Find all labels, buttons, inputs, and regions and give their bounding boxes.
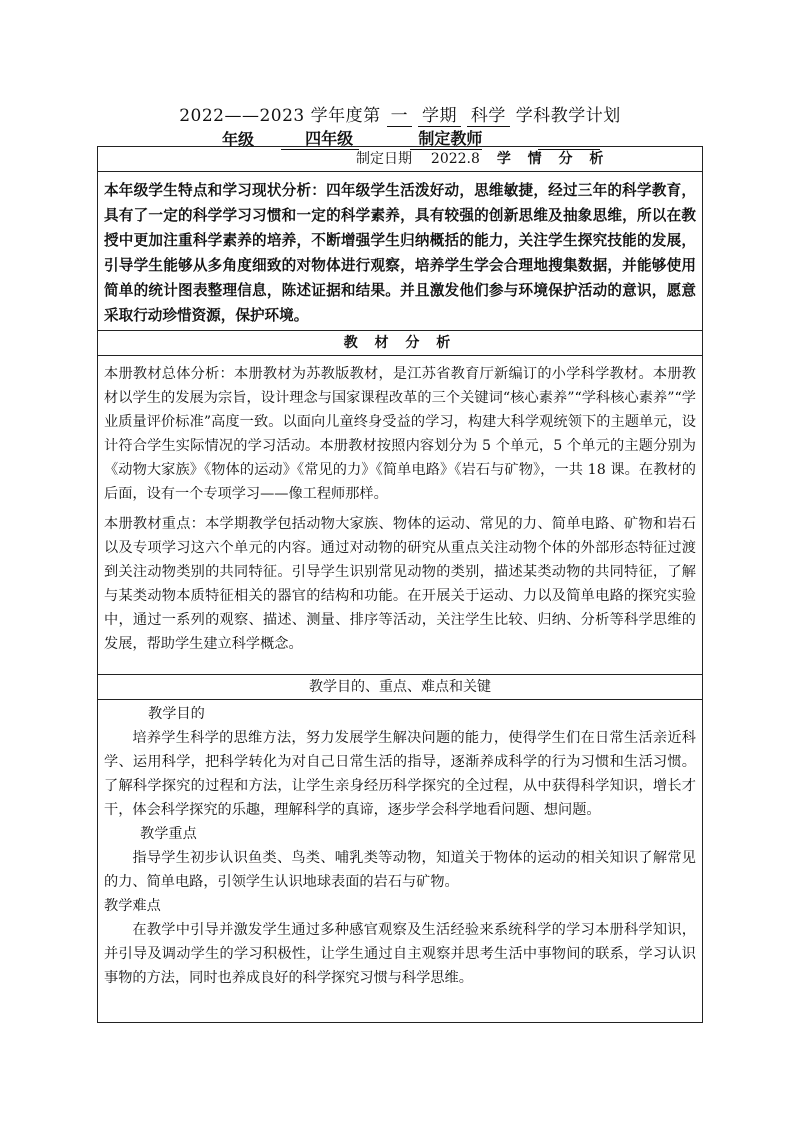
material-header: 教 材 分 析	[98, 331, 703, 356]
date-value: 2022.8	[430, 151, 480, 167]
date-label: 制定日期	[356, 151, 412, 167]
plan-table	[97, 146, 703, 1023]
material-focus-text: 本册教材重点：本学期教学包括动物大家族、物体的运动、常见的力、简单电路、矿物和岩石以及专项学习这六个单元的内容。通过对动物的研究从重点关注动物个体的外部形态特征过渡到关注动物类别的共同特征。引导学生识别常见动物的类别，描述某类动物的共同特征，了解与某类动物本质特征相关的器官的结构和功能。在开展关于运动、力以及简单电路的探究实验中，通过一系列的观察、描述、测量、排序等活动，关注学生比较、归纳、分析等科学思维的发展，帮助学生建立科学概念。	[104, 516, 696, 652]
date-section-header	[98, 147, 703, 172]
goals-header: 教学目的、重点、难点和关键	[98, 675, 703, 700]
document-title	[0, 101, 800, 127]
goals-cell	[98, 700, 703, 1023]
title-year: 2022——2023 学年度第	[179, 106, 381, 126]
focus-label: 教学重点	[140, 826, 197, 842]
purpose-text: 培养学生科学的思维方法，努力发展学生解决问题的能力，使得学生们在日常生活亲近科学、运用科学，把科学转化为对自己日常生活的指导，逐渐养成科学的行为习惯和生活习惯。了解科学探究的过程和方法，让学生亲身经历科学探究的全过程，从中获得科学知识，增长才干，体会科学探究的乐趣，理解科学的真谛，逐步学会科学地看问题、想问题。	[104, 730, 696, 818]
title-subject: 科学	[467, 106, 510, 127]
title-suffix: 学科教学计划	[515, 106, 621, 126]
grade-label: 年级	[222, 130, 255, 149]
material-cell	[98, 356, 703, 675]
material-overview-text: 本册教材总体分析：本册教材为苏教版教材，是江苏省教育厅新编订的小学科学教材。本册教材以学生的发展为宗旨，设计理念与国家课程改革的三个关键词“核心素养”“学科核心素养”“学业质量评价标准”高度一致。以面向儿童终身受益的学习，构建大科学观统领下的主题单元，设计符合学生实际情况的学习活动。本册教材按照内容划分为 5 个单元，5 个单元的主题分别为《动物大家族》《物体的运动》《常见的力》《简单电路》《岩石与矿物》，一共 18 课。在教材的后面，设有一个专项学习——像工程师那样。	[104, 366, 696, 502]
grade-value: 四年级	[281, 126, 359, 150]
focus-text: 指导学生初步认识鱼类、鸟类、哺乳类等动物，知道关于物体的运动的相关知识了解常见的力、简单电路，引领学生认识地球表面的岩石与矿物。	[104, 850, 696, 890]
student-analysis-cell	[98, 172, 703, 331]
purpose-label: 教学目的	[148, 706, 205, 722]
difficulty-label: 教学难点	[104, 898, 161, 914]
teacher-label: 制定教师	[410, 126, 482, 150]
title-term: 一	[387, 106, 413, 127]
difficulty-text: 在教学中引导并激发学生通过多种感官观察及生活经验来系统科学的学习本册科学知识，并引导及调动学生的学习积极性，让学生通过自主观察并思考生活中事物间的联系，学习认识事物的方法，同时也养成良好的科学探究习惯与科学思维。	[104, 922, 696, 986]
student-analysis-text: 本年级学生特点和学习现状分析：四年级学生活泼好动，思维敏捷，经过三年的科学教育，具有了一定的科学学习习惯和一定的科学素养，具有较强的创新思维及抽象思维，所以在教授中更加注重科学素养的培养，不断增强学生归纳概括的能力，关注学生探究技能的发展，引导学生能够从多角度细致的对物体进行观察，培养学生学会合理地搜集数据，并能够使用简单的统计图表整理信息，陈述证据和结果。并且激发他们参与环境保护活动的意识，愿意采取行动珍惜资源，保护环境。	[104, 182, 696, 324]
title-term-label: 学期	[418, 106, 461, 127]
section-student-analysis: 学 情 分 析	[496, 151, 610, 167]
